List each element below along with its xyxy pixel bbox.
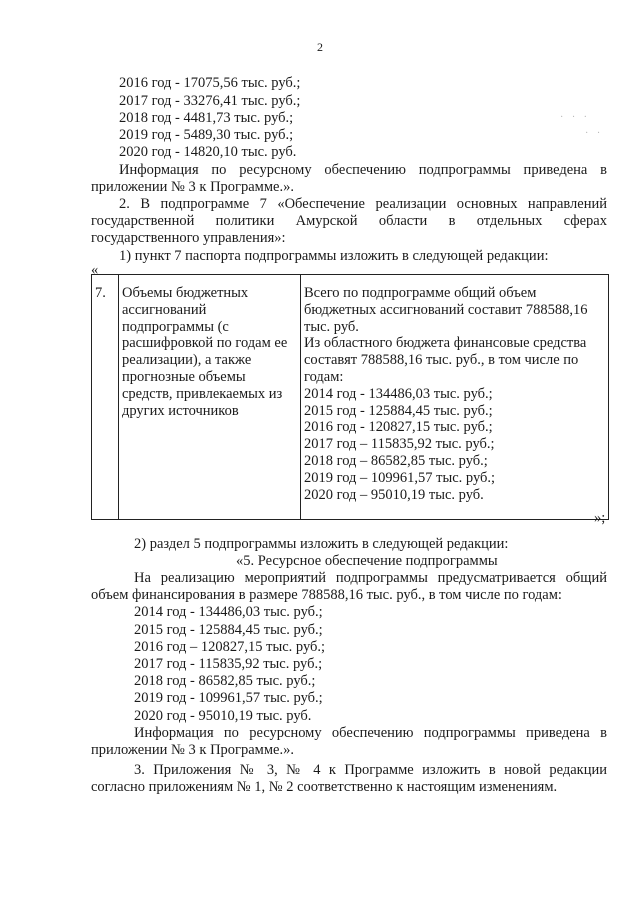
bottom-year-line: 2017 год - 115835,92 тыс. руб.;	[134, 656, 323, 672]
top-year-line: 2020 год - 14820,10 тыс. руб.	[119, 144, 297, 160]
passport-table	[91, 274, 609, 520]
value-line: 2019 год – 109961,57 тыс. руб.;	[304, 469, 496, 486]
value-line: 2018 год – 86582,85 тыс. руб.;	[304, 452, 488, 469]
scan-speckle: · ·	[585, 128, 604, 139]
bottom-year-line: 2019 год - 109961,57 тыс. руб.;	[134, 690, 323, 706]
label-line: прогнозные объемы	[122, 368, 246, 385]
label-line: подпрограммы (с	[122, 318, 229, 335]
label-line: других источников	[122, 402, 239, 419]
list-item-2: 2) раздел 5 подпрограммы изложить в следующей редакции:	[134, 536, 509, 552]
paragraph-line: согласно приложениям № 1, № 2 соответственно к настоящим изменениям.	[91, 779, 558, 795]
value-line: годам:	[304, 368, 344, 385]
bottom-year-line: 2016 год – 120827,15 тыс. руб.;	[134, 639, 326, 655]
value-line: 2014 год - 134486,03 тыс. руб.;	[304, 385, 493, 402]
top-year-line: 2019 год - 5489,30 тыс. руб.;	[119, 127, 294, 143]
section-title: «5. Ресурсное обеспечение подпрограммы	[236, 553, 498, 569]
paragraph-line: государственного управления»:	[91, 230, 286, 246]
value-line: бюджетных ассигнований составит 788588,16	[304, 301, 588, 318]
open-quote: «	[91, 262, 99, 278]
value-line: 2017 год – 115835,92 тыс. руб.;	[304, 436, 495, 453]
row-value	[301, 275, 609, 520]
value-line: Из областного бюджета финансовые средства	[304, 335, 587, 352]
value-line: Всего по подпрограмме общий объем	[304, 285, 537, 301]
top-year-line: 2017 год - 33276,41 тыс. руб.;	[119, 93, 301, 109]
paragraph-line: приложении № 3 к Программе.».	[91, 179, 294, 195]
paragraph-line: 2. В подпрограмме 7 «Обеспечение реализации основных направлений	[119, 196, 607, 212]
value-line: тыс. руб.	[304, 318, 359, 335]
list-item-1: 1) пункт 7 паспорта подпрограммы изложить в следующей редакции:	[119, 248, 549, 264]
row-number: 7.	[92, 275, 119, 520]
value-line: 2015 год - 125884,45 тыс. руб.;	[304, 402, 493, 419]
paragraph-line: Информация по ресурсному обеспечению подпрограммы приведена в	[119, 162, 607, 178]
label-line: расшифровкой по годам ее	[122, 335, 288, 352]
paragraph-line: На реализацию мероприятий подпрограммы предусматривается общий	[134, 570, 607, 586]
top-year-line: 2018 год - 4481,73 тыс. руб.;	[119, 110, 294, 126]
label-line: реализации), а также	[122, 352, 252, 369]
label-line: Объемы бюджетных	[122, 285, 249, 301]
bottom-year-line: 2018 год - 86582,85 тыс. руб.;	[134, 673, 316, 689]
value-line: 2020 год – 95010,19 тыс. руб.	[304, 486, 484, 503]
paragraph-line: государственной политики Амурской области в отдельных сферах	[91, 213, 607, 229]
row-label	[119, 275, 301, 520]
page-number: 2	[317, 40, 323, 54]
value-line: составят 788588,16 тыс. руб., в том числе по	[304, 352, 579, 369]
scan-speckle: · · ·	[560, 112, 590, 123]
bottom-year-line: 2014 год - 134486,03 тыс. руб.;	[134, 604, 323, 620]
bottom-year-line: 2015 год - 125884,45 тыс. руб.;	[134, 622, 323, 638]
paragraph-line: 3. Приложения № 3, № 4 к Программе изложить в новой редакции	[134, 762, 607, 778]
paragraph-line: Информация по ресурсному обеспечению подпрограммы приведена в	[134, 725, 607, 741]
table-row	[92, 275, 609, 520]
label-line: средств, привлекаемых из	[122, 385, 283, 402]
value-line: 2016 год - 120827,15 тыс. руб.;	[304, 419, 493, 436]
top-year-line: 2016 год - 17075,56 тыс. руб.;	[119, 75, 301, 91]
close-quote: »;	[594, 510, 606, 526]
paragraph-line: объем финансирования в размере 788588,16 тыс. руб., в том числе по годам:	[91, 587, 562, 603]
label-line: ассигнований	[122, 301, 207, 318]
paragraph-line: приложении № 3 к Программе.».	[91, 742, 294, 758]
bottom-year-line: 2020 год - 95010,19 тыс. руб.	[134, 708, 312, 724]
